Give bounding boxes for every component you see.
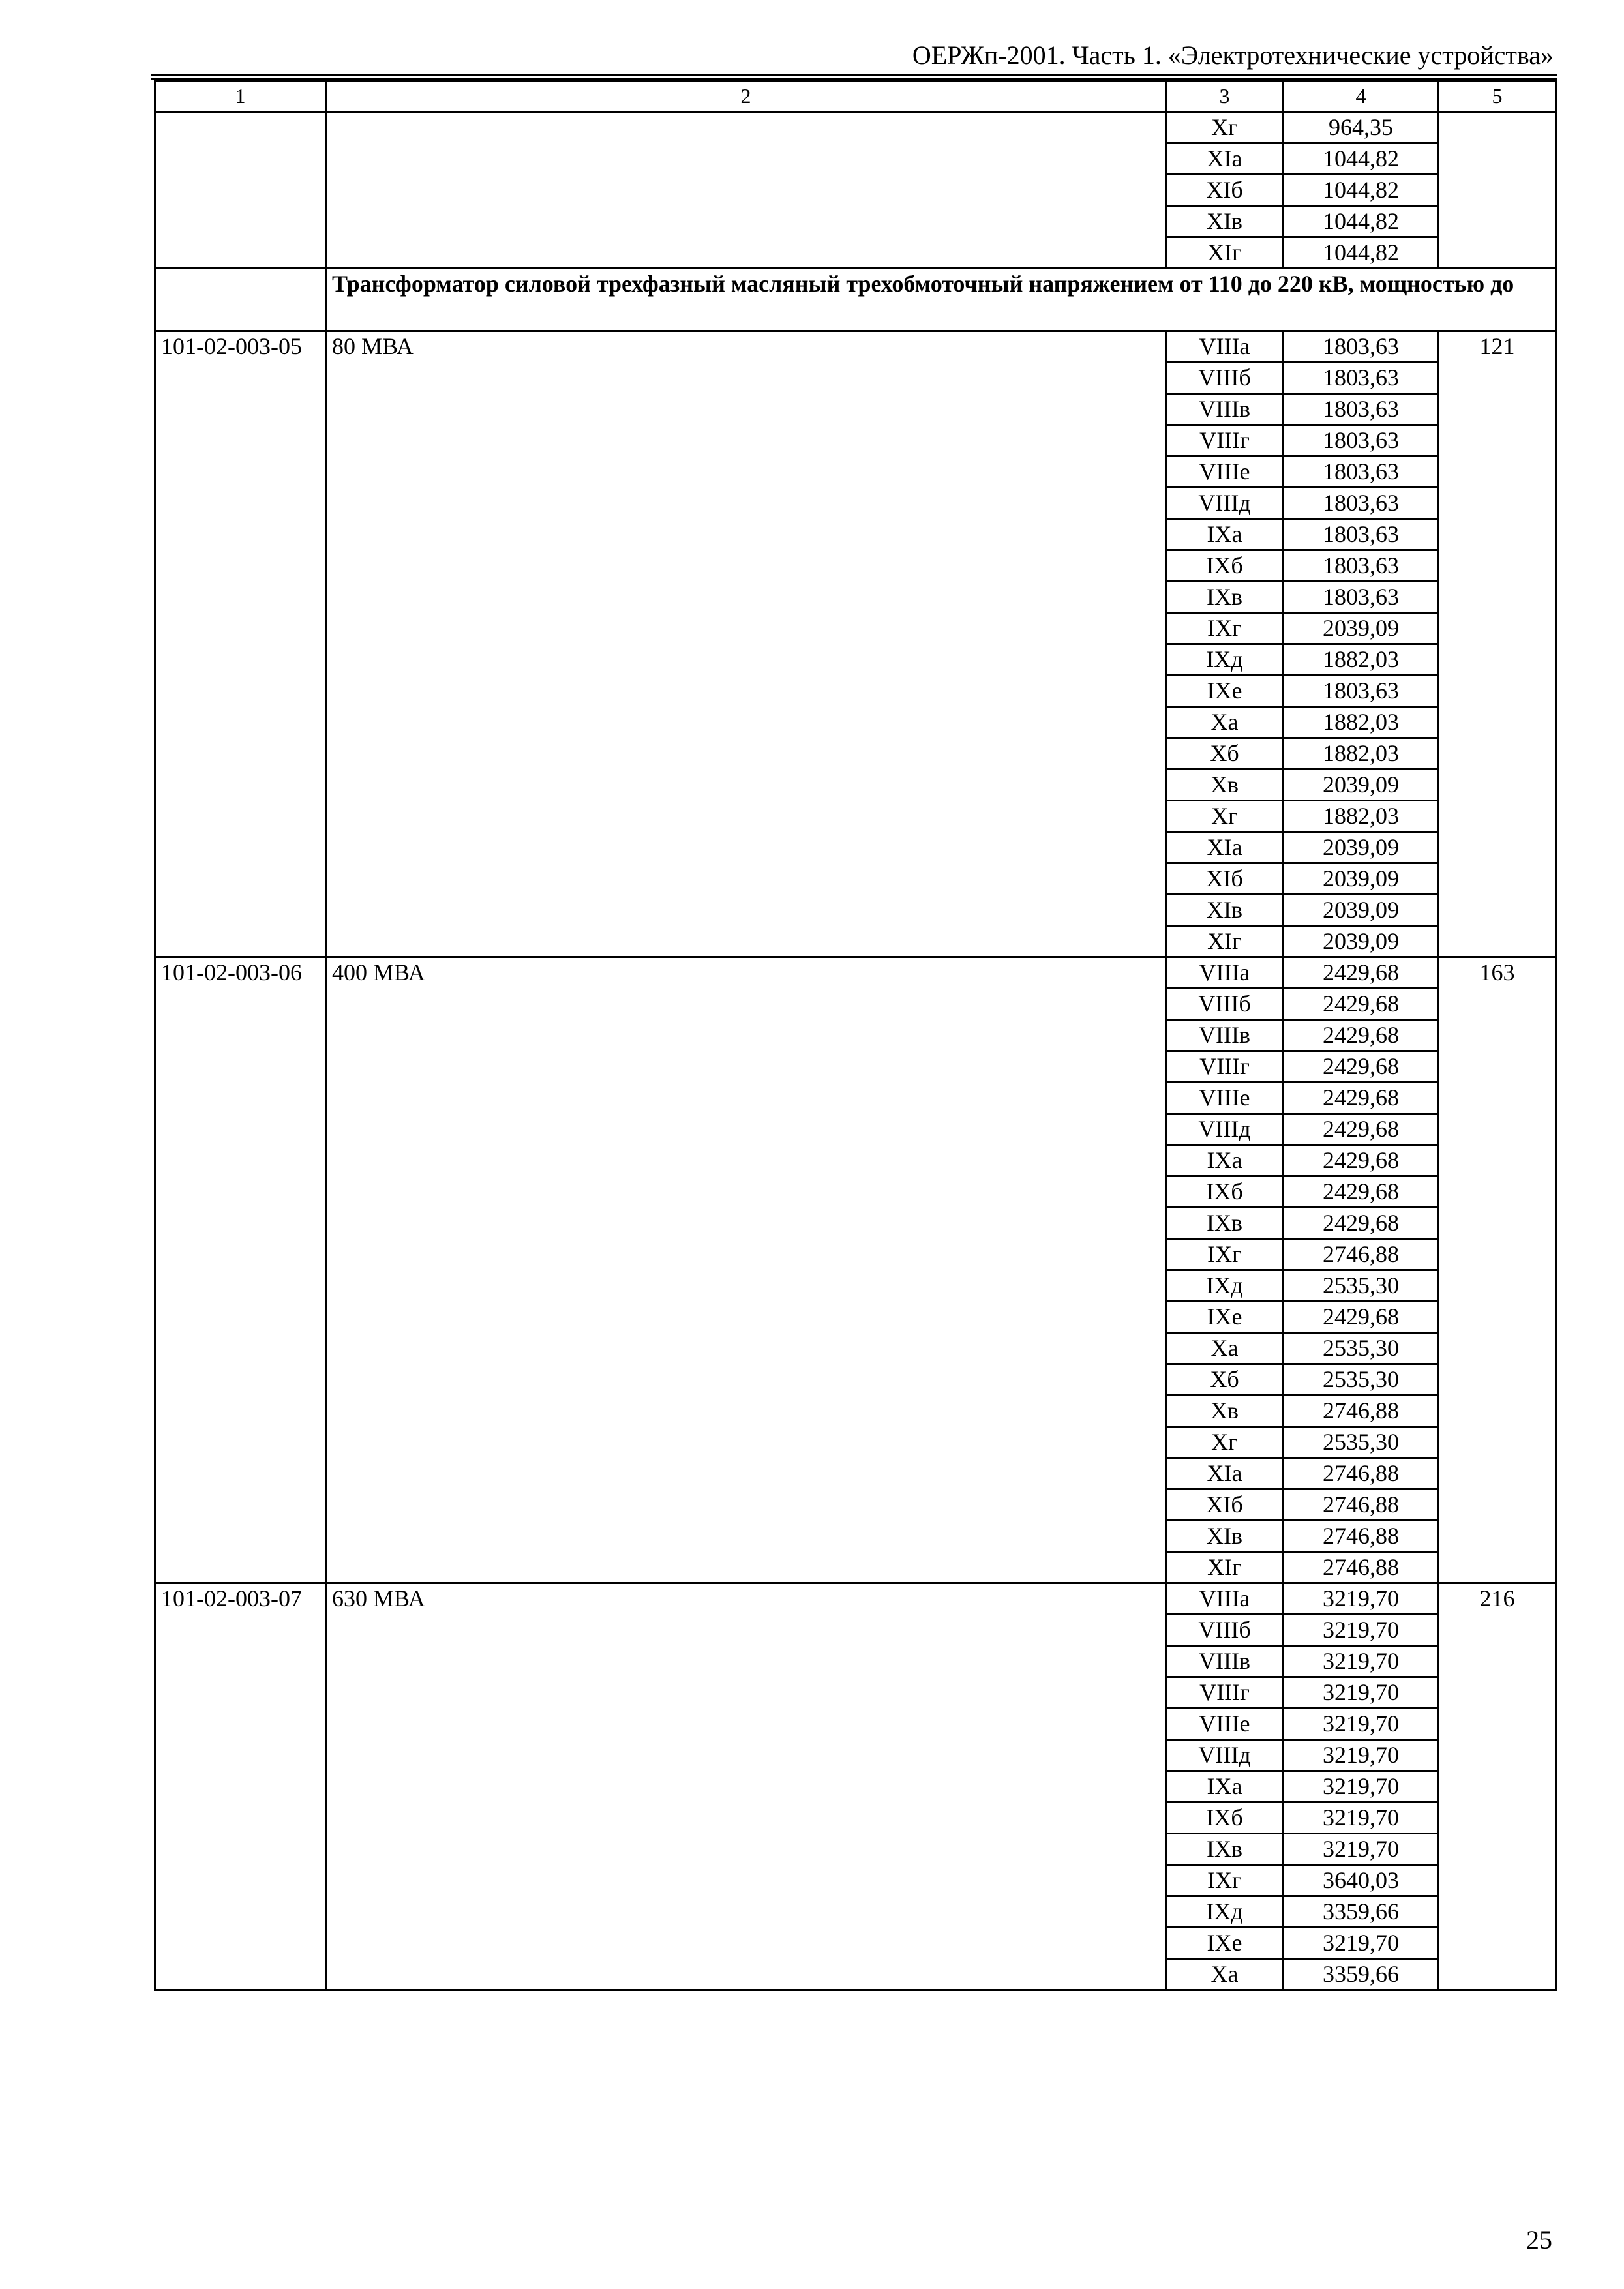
zone-cell: XIа — [1166, 832, 1284, 863]
zone-cell: Xа — [1166, 1333, 1284, 1364]
value-cell: 1882,03 — [1284, 738, 1439, 770]
zone-cell: IXд — [1166, 644, 1284, 676]
value-cell: 1044,82 — [1284, 206, 1439, 237]
table-row — [155, 331, 1556, 363]
page-number: 25 — [1526, 2225, 1552, 2254]
value-cell: 2429,68 — [1284, 1020, 1439, 1051]
zone-cell: Xб — [1166, 1364, 1284, 1396]
header-rule — [151, 74, 1557, 76]
zone-cell: Xб — [1166, 738, 1284, 770]
value-cell: 2746,88 — [1284, 1489, 1439, 1521]
value-cell: 3219,70 — [1284, 1928, 1439, 1959]
zone-cell: VIIIа — [1166, 1583, 1284, 1615]
zone-cell: IXв — [1166, 1834, 1284, 1865]
table-row — [155, 957, 1556, 989]
zone-cell: XIв — [1166, 895, 1284, 926]
value-cell: 3219,70 — [1284, 1709, 1439, 1740]
value-cell: 2429,68 — [1284, 1083, 1439, 1114]
zone-cell: XIг — [1166, 1552, 1284, 1583]
value-cell: 2429,68 — [1284, 1208, 1439, 1239]
page-header: ОЕРЖп-2001. Часть 1. «Электротехнические устройства» — [912, 40, 1554, 70]
value-cell: 2039,09 — [1284, 863, 1439, 895]
zone-cell: VIIIб — [1166, 1615, 1284, 1646]
value-cell: 2535,30 — [1284, 1270, 1439, 1302]
zone-cell: IXг — [1166, 1865, 1284, 1896]
zone-cell: IXв — [1166, 582, 1284, 613]
zone-cell: XIб — [1166, 175, 1284, 206]
zone-cell: IXг — [1166, 1239, 1284, 1270]
value-cell: 3359,66 — [1284, 1896, 1439, 1928]
table-row — [155, 112, 1556, 143]
zone-cell: VIIIа — [1166, 331, 1284, 363]
zone-cell: VIIIв — [1166, 394, 1284, 425]
zone-cell: IXг — [1166, 613, 1284, 644]
value-cell: 2039,09 — [1284, 832, 1439, 863]
value-cell: 3219,70 — [1284, 1803, 1439, 1834]
zone-cell: IXб — [1166, 550, 1284, 582]
zone-cell: XIг — [1166, 237, 1284, 269]
value-cell: 3359,66 — [1284, 1959, 1439, 1990]
value-cell: 964,35 — [1284, 112, 1439, 143]
zone-cell: IXв — [1166, 1208, 1284, 1239]
zone-cell: IXа — [1166, 1771, 1284, 1803]
code-cell — [155, 112, 326, 269]
section-code-cell — [155, 269, 326, 331]
column-number: 2 — [326, 81, 1166, 112]
value-cell: 1044,82 — [1284, 175, 1439, 206]
value-cell: 3219,70 — [1284, 1615, 1439, 1646]
column-number: 4 — [1284, 81, 1439, 112]
item-name: 80 МВА — [326, 331, 1166, 957]
value-cell: 3219,70 — [1284, 1740, 1439, 1771]
col5-value: 216 — [1439, 1583, 1556, 1990]
item-name: 400 МВА — [326, 957, 1166, 1583]
zone-cell: VIIIг — [1166, 1677, 1284, 1709]
value-cell: 2746,88 — [1284, 1396, 1439, 1427]
zone-cell: Xв — [1166, 1396, 1284, 1427]
rates-table-body — [155, 81, 1556, 1990]
zone-cell: XIа — [1166, 143, 1284, 175]
zone-cell: XIб — [1166, 863, 1284, 895]
zone-cell: IXе — [1166, 676, 1284, 707]
column-number: 1 — [155, 81, 326, 112]
value-cell: 1882,03 — [1284, 801, 1439, 832]
value-cell: 2429,68 — [1284, 1302, 1439, 1333]
value-cell: 3219,70 — [1284, 1583, 1439, 1615]
value-cell: 1882,03 — [1284, 707, 1439, 738]
zone-cell: Xа — [1166, 1959, 1284, 1990]
zone-cell: IXб — [1166, 1176, 1284, 1208]
value-cell: 2429,68 — [1284, 989, 1439, 1020]
zone-cell: XIв — [1166, 206, 1284, 237]
zone-cell: IXа — [1166, 519, 1284, 550]
zone-cell: VIIIв — [1166, 1020, 1284, 1051]
value-cell: 1803,63 — [1284, 425, 1439, 456]
zone-cell: VIIIа — [1166, 957, 1284, 989]
value-cell: 1803,63 — [1284, 456, 1439, 488]
value-cell: 2039,09 — [1284, 613, 1439, 644]
value-cell: 1803,63 — [1284, 550, 1439, 582]
col5-cell — [1439, 112, 1556, 269]
value-cell: 1882,03 — [1284, 644, 1439, 676]
zone-cell: VIIIб — [1166, 989, 1284, 1020]
value-cell: 1803,63 — [1284, 676, 1439, 707]
zone-cell: Xг — [1166, 1427, 1284, 1458]
value-cell: 2746,88 — [1284, 1239, 1439, 1270]
value-cell: 1803,63 — [1284, 519, 1439, 550]
zone-cell: IXа — [1166, 1145, 1284, 1176]
value-cell: 2429,68 — [1284, 1051, 1439, 1083]
col5-value: 121 — [1439, 331, 1556, 957]
value-cell: 3640,03 — [1284, 1865, 1439, 1896]
value-cell: 2746,88 — [1284, 1552, 1439, 1583]
column-number-row — [155, 81, 1556, 112]
zone-cell: VIIIг — [1166, 425, 1284, 456]
item-code: 101-02-003-07 — [155, 1583, 326, 1990]
item-code: 101-02-003-05 — [155, 331, 326, 957]
value-cell: 2429,68 — [1284, 1176, 1439, 1208]
col5-value: 163 — [1439, 957, 1556, 1583]
zone-cell: VIIIг — [1166, 1051, 1284, 1083]
value-cell: 1803,63 — [1284, 582, 1439, 613]
zone-cell: IXе — [1166, 1928, 1284, 1959]
value-cell: 1803,63 — [1284, 363, 1439, 394]
zone-cell: Xа — [1166, 707, 1284, 738]
value-cell: 2746,88 — [1284, 1521, 1439, 1552]
zone-cell: XIб — [1166, 1489, 1284, 1521]
value-cell: 1044,82 — [1284, 237, 1439, 269]
value-cell: 1044,82 — [1284, 143, 1439, 175]
zone-cell: VIIIв — [1166, 1646, 1284, 1677]
zone-cell: VIIIе — [1166, 1709, 1284, 1740]
item-code: 101-02-003-06 — [155, 957, 326, 1583]
value-cell: 2535,30 — [1284, 1427, 1439, 1458]
zone-cell: Xв — [1166, 770, 1284, 801]
table-row — [155, 1583, 1556, 1615]
zone-cell: IXе — [1166, 1302, 1284, 1333]
value-cell: 1803,63 — [1284, 331, 1439, 363]
value-cell: 2429,68 — [1284, 1114, 1439, 1145]
rates-table — [154, 80, 1557, 1991]
zone-cell: IXд — [1166, 1896, 1284, 1928]
zone-cell: VIIIд — [1166, 488, 1284, 519]
value-cell: 1803,63 — [1284, 488, 1439, 519]
zone-cell: IXб — [1166, 1803, 1284, 1834]
value-cell: 2039,09 — [1284, 770, 1439, 801]
value-cell: 3219,70 — [1284, 1646, 1439, 1677]
section-row — [155, 269, 1556, 331]
value-cell: 2039,09 — [1284, 895, 1439, 926]
zone-cell: Xг — [1166, 112, 1284, 143]
zone-cell: VIIIд — [1166, 1740, 1284, 1771]
section-title: Трансформатор силовой трехфазный масляный трехобмоточный напряжением от 110 до 220 кВ, мощностью до — [326, 269, 1556, 331]
zone-cell: VIIIд — [1166, 1114, 1284, 1145]
item-name: 630 МВА — [326, 1583, 1166, 1990]
column-number: 5 — [1439, 81, 1556, 112]
value-cell: 1803,63 — [1284, 394, 1439, 425]
zone-cell: IXд — [1166, 1270, 1284, 1302]
value-cell: 3219,70 — [1284, 1771, 1439, 1803]
zone-cell: XIв — [1166, 1521, 1284, 1552]
name-cell — [326, 112, 1166, 269]
zone-cell: VIIIе — [1166, 456, 1284, 488]
zone-cell: VIIIб — [1166, 363, 1284, 394]
zone-cell: XIг — [1166, 926, 1284, 957]
column-number: 3 — [1166, 81, 1284, 112]
value-cell: 2535,30 — [1284, 1364, 1439, 1396]
zone-cell: Xг — [1166, 801, 1284, 832]
value-cell: 2429,68 — [1284, 1145, 1439, 1176]
value-cell: 2535,30 — [1284, 1333, 1439, 1364]
value-cell: 2429,68 — [1284, 957, 1439, 989]
value-cell: 2039,09 — [1284, 926, 1439, 957]
value-cell: 3219,70 — [1284, 1677, 1439, 1709]
value-cell: 3219,70 — [1284, 1834, 1439, 1865]
zone-cell: VIIIе — [1166, 1083, 1284, 1114]
value-cell: 2746,88 — [1284, 1458, 1439, 1489]
zone-cell: XIа — [1166, 1458, 1284, 1489]
